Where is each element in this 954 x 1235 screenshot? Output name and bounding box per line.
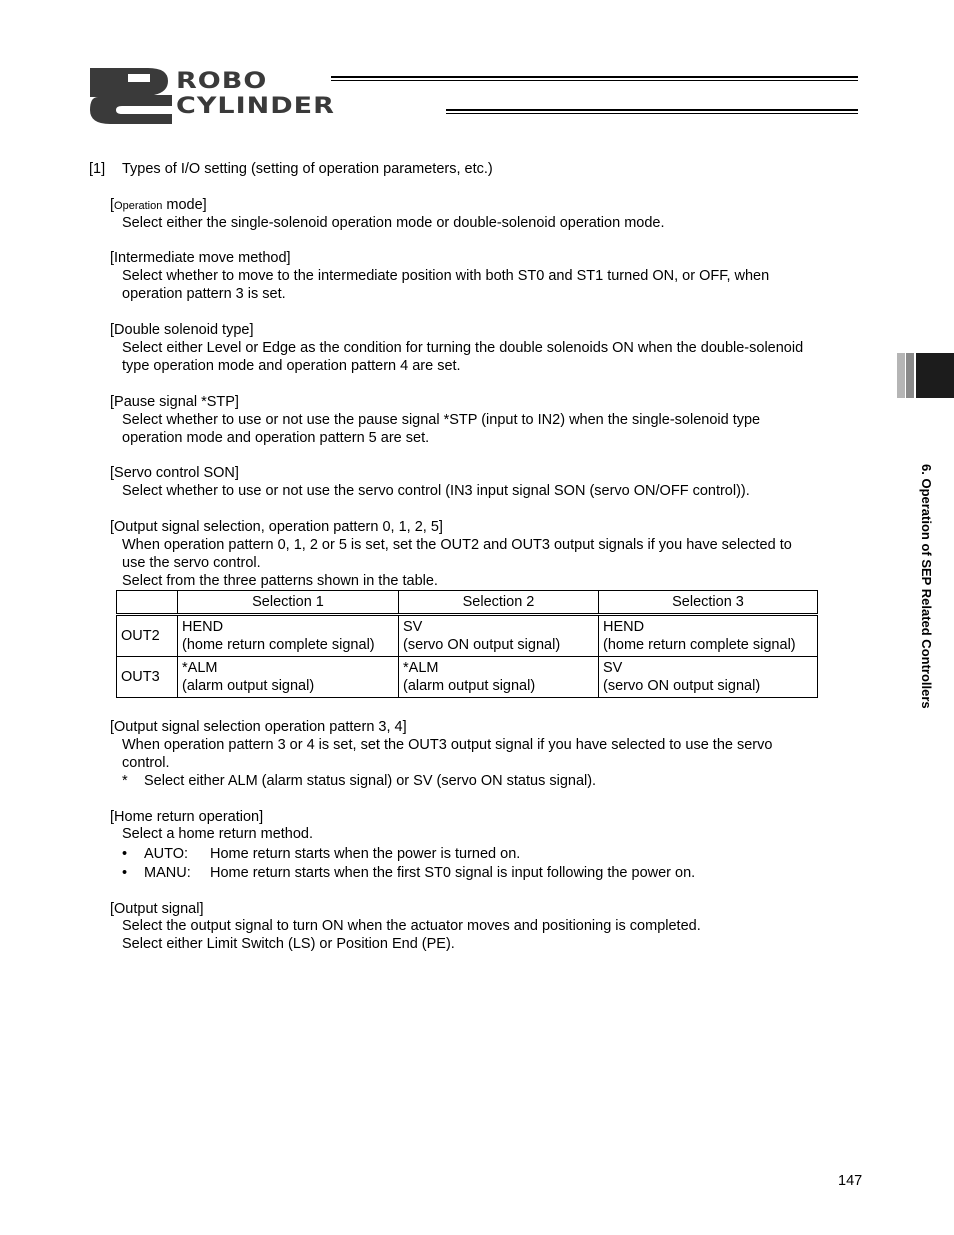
section-number: [1]: [89, 161, 106, 177]
selection-table: [116, 590, 818, 698]
table-cell: SV (servo ON output signal): [599, 657, 818, 698]
intermediate-heading: [Intermediate move method]: [110, 250, 291, 266]
output-sel-34-heading: [Output signal selection operation pattern 3, 4]: [110, 719, 407, 735]
output-sel-34-note: Select either ALM (alarm status signal) or SV (servo ON status signal).: [144, 773, 597, 789]
table-row: [117, 615, 818, 657]
robo-cylinder-logo: [88, 68, 868, 124]
note-mark: *: [122, 773, 128, 789]
servo-text: Select whether to use or not use the servo control (IN3 input signal SON (servo ON/OFF control)).: [122, 483, 750, 499]
table-row: [117, 657, 818, 698]
pause-heading: [Pause signal *STP]: [110, 394, 239, 410]
servo-heading: [Servo control SON]: [110, 465, 239, 481]
operation-mode-heading: [Operation mode]: [110, 197, 207, 213]
pause-text-2: operation mode and operation pattern 5 are set.: [122, 430, 430, 446]
intermediate-text-2: operation pattern 3 is set.: [122, 286, 286, 302]
chapter-tab-label: 6. Operation of SEP Related Controllers: [919, 464, 934, 709]
bullet-icon: •: [122, 865, 128, 881]
operation-mode-heading-small: Operation: [114, 200, 163, 212]
output-sel-34-text-1: When operation pattern 3 or 4 is set, set the OUT3 output signal if you have selected to use the servo: [122, 737, 773, 753]
table-header-row: [117, 591, 818, 615]
intermediate-text-1: Select whether to move to the intermediate position with both ST0 and ST1 turned ON, or OFF, when: [122, 268, 770, 284]
table-cell: *ALM (alarm output signal): [399, 657, 599, 698]
double-solenoid-heading: [Double solenoid type]: [110, 322, 254, 338]
bullet-icon: •: [122, 846, 128, 862]
output-sel-34-text-2: control.: [122, 755, 170, 771]
output-sel-0125-heading: [Output signal selection, operation pattern 0, 1, 2, 5]: [110, 519, 443, 535]
double-solenoid-text-2: type operation mode and operation pattern 4 are set.: [122, 358, 461, 374]
home-return-heading: [Home return operation]: [110, 809, 264, 825]
table-header-cell: Selection 1: [178, 591, 399, 615]
output-signal-text-2: Select either Limit Switch (LS) or Position End (PE).: [122, 936, 455, 952]
operation-mode-text: Select either the single-solenoid operation mode or double-solenoid operation mode.: [122, 215, 665, 231]
bullet-key: MANU:: [144, 865, 191, 881]
section-title: Types of I/O setting (setting of operation parameters, etc.): [122, 161, 493, 177]
output-sel-0125-text-2: use the servo control.: [122, 555, 261, 571]
output-sel-0125-text-1: When operation pattern 0, 1, 2 or 5 is set, set the OUT2 and OUT3 output signals if you have selected to: [122, 537, 792, 553]
table-cell: HEND (home return complete signal): [178, 615, 399, 657]
logo-top-word: ROBO: [176, 68, 268, 94]
table-cell: *ALM (alarm output signal): [178, 657, 399, 698]
home-return-text: Select a home return method.: [122, 826, 314, 842]
table-header-cell: Selection 2: [399, 591, 599, 615]
table-row-label: OUT2: [117, 615, 178, 657]
bullet-text: Home return starts when the power is turned on.: [210, 846, 521, 862]
table-header-cell: [117, 591, 178, 615]
double-solenoid-text-1: Select either Level or Edge as the condition for turning the double solenoids ON when the double-solenoid: [122, 340, 804, 356]
table-cell: SV (servo ON output signal): [399, 615, 599, 657]
bullet-key: AUTO:: [144, 846, 189, 862]
output-signal-heading: [Output signal]: [110, 901, 204, 917]
table-row-label: OUT3: [117, 657, 178, 698]
table-header-cell: Selection 3: [599, 591, 818, 615]
pause-text-1: Select whether to use or not use the pause signal *STP (input to IN2) when the single-solenoid type: [122, 412, 761, 428]
output-signal-text-1: Select the output signal to turn ON when the actuator moves and positioning is completed.: [122, 918, 701, 934]
table-cell: HEND (home return complete signal): [599, 615, 818, 657]
logo-bottom-word: CYLINDER: [176, 93, 335, 119]
chapter-tab: [897, 353, 954, 398]
output-sel-0125-text-3: Select from the three patterns shown in the table.: [122, 573, 438, 589]
bullet-text: Home return starts when the first ST0 signal is input following the power on.: [210, 865, 696, 881]
page-number: 147: [838, 1173, 863, 1189]
